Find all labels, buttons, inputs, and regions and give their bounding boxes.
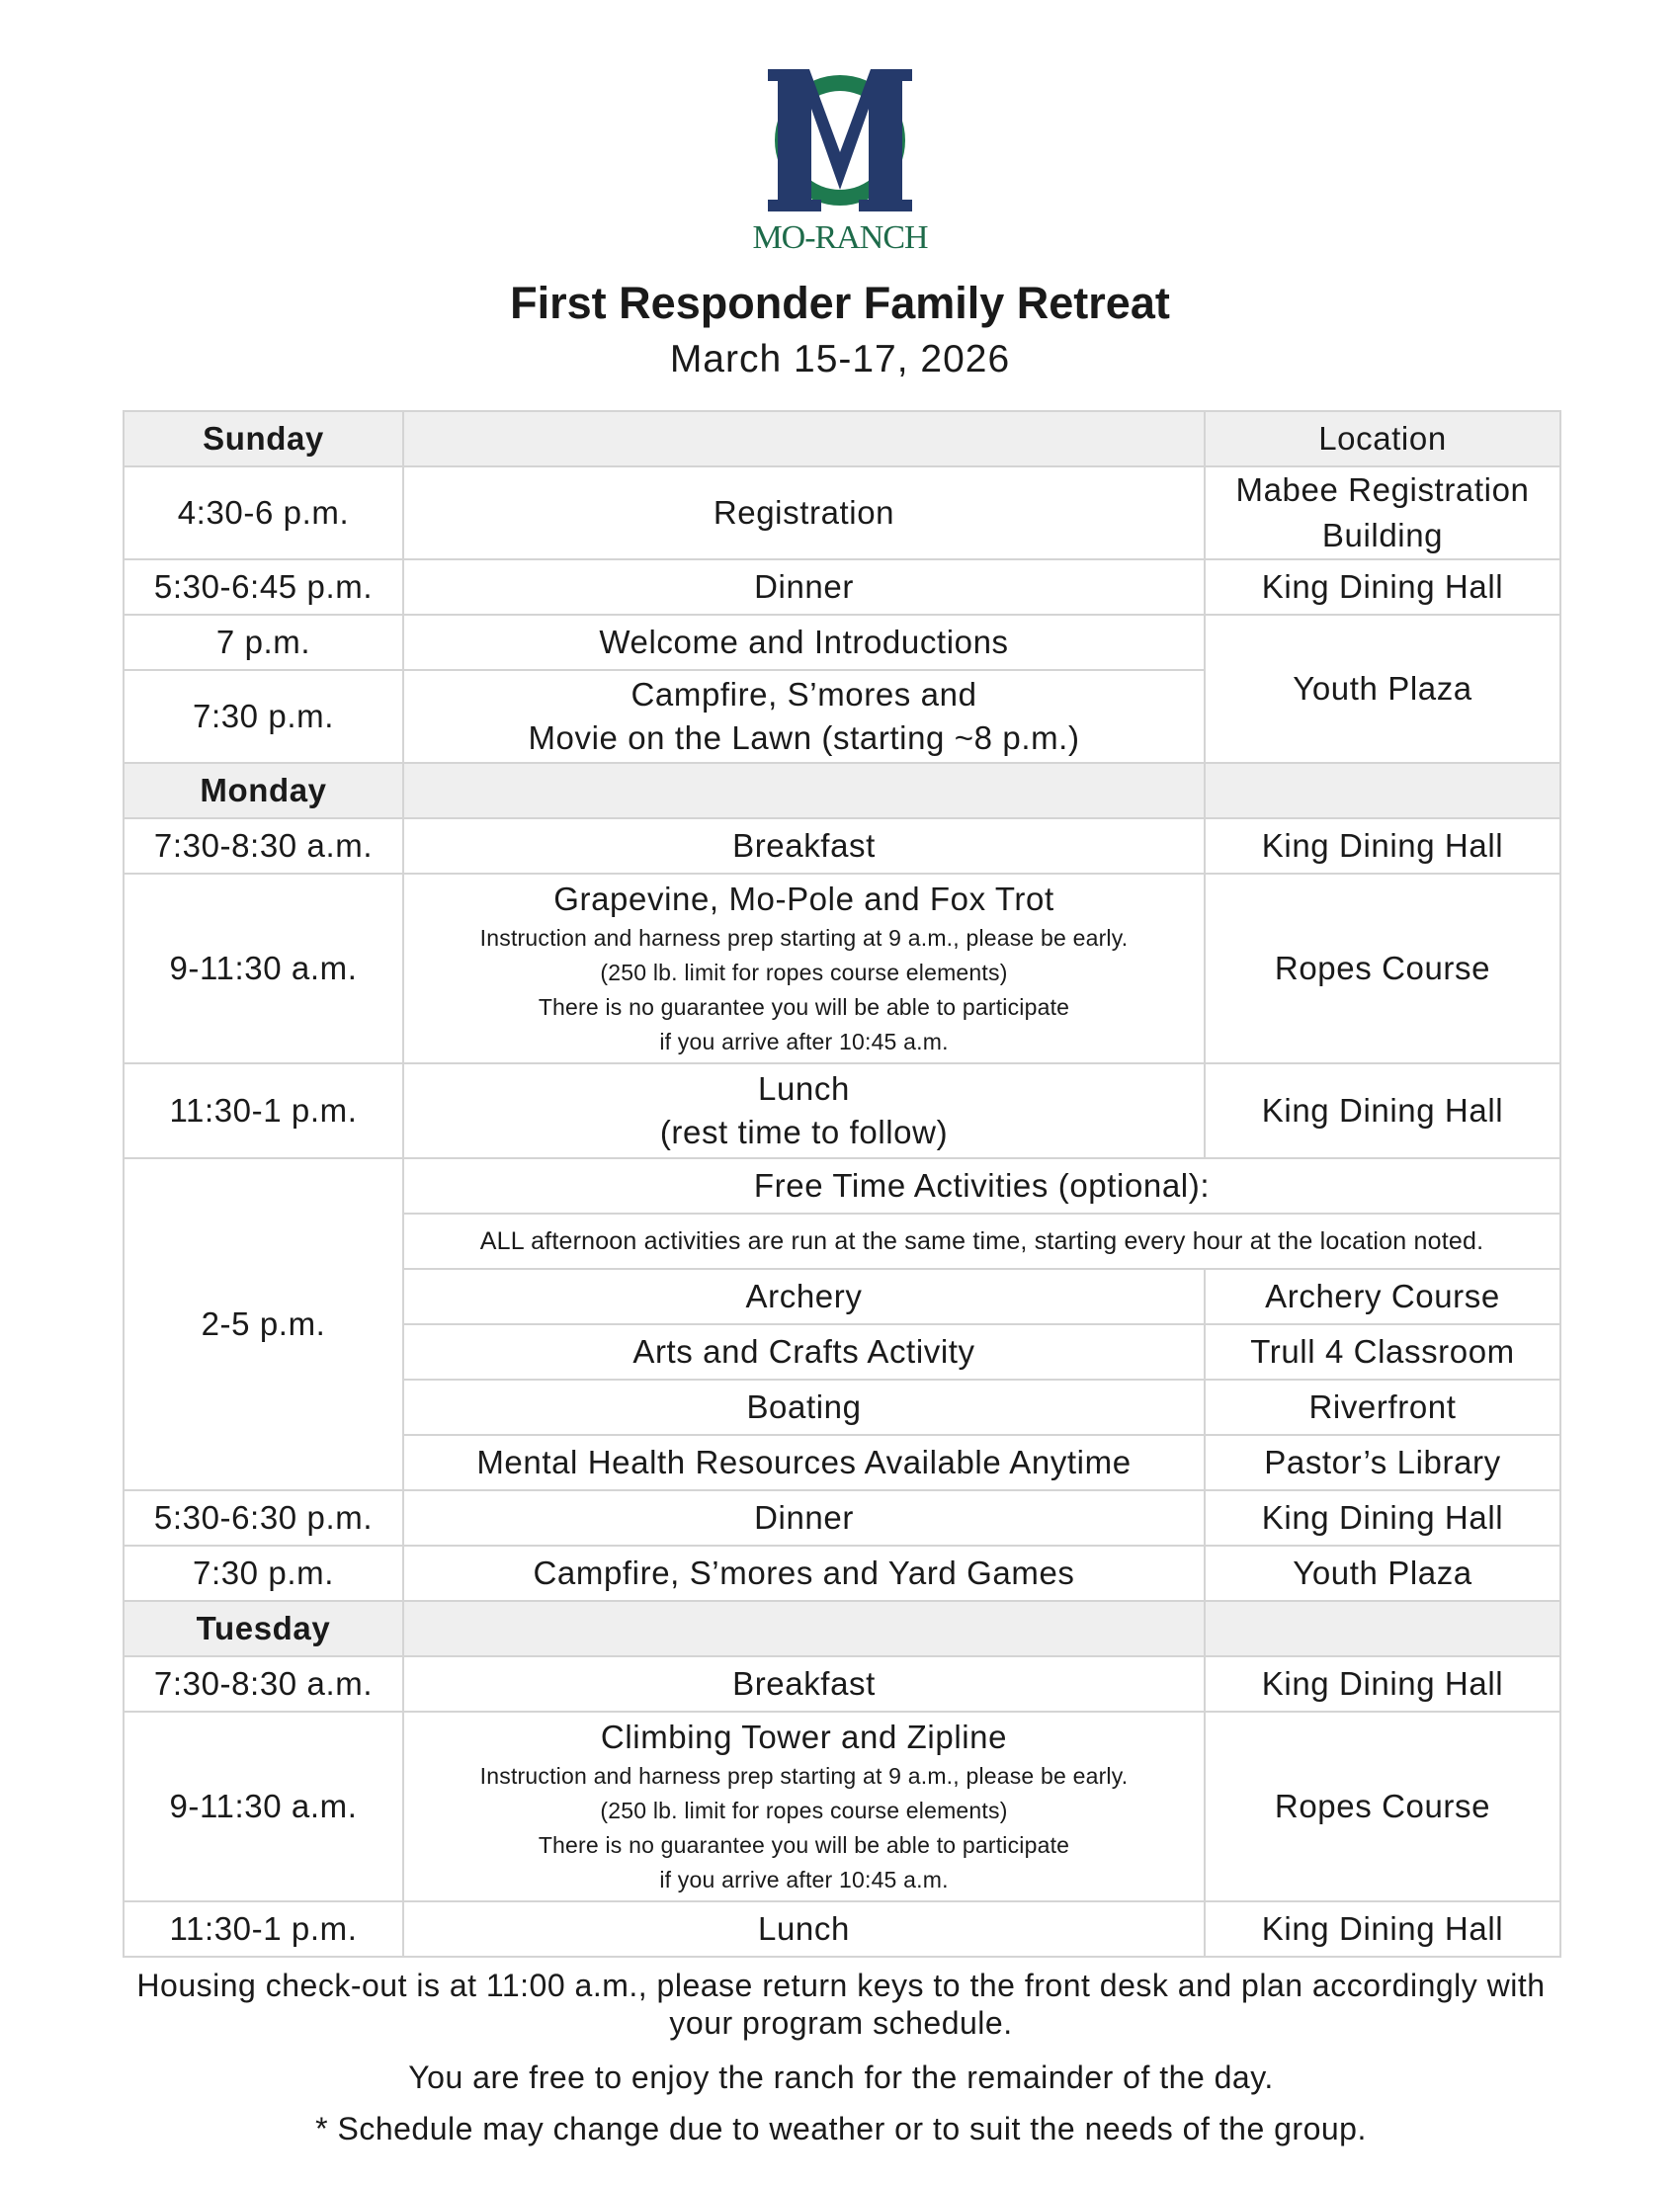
activity-note: There is no guarantee you will be able to participate [538,1832,1070,1858]
mo-ranch-m-icon [756,61,924,219]
location-cell: Youth Plaza [1205,1546,1560,1601]
free-time-heading: Free Time Activities (optional): [403,1158,1560,1214]
location-cell: Archery Course [1205,1269,1560,1324]
time-cell: 7 p.m. [124,615,403,670]
table-row [124,1158,1560,1214]
table-row [124,1490,1560,1546]
location-cell: King Dining Hall [1205,1901,1560,1957]
activity-cell: Arts and Crafts Activity [403,1324,1205,1380]
location-cell: King Dining Hall [1205,1063,1560,1158]
time-cell: 9-11:30 a.m. [124,874,403,1063]
activity-line: (rest time to follow) [659,1114,949,1150]
logo-wordmark: MO-RANCH [752,219,928,256]
activity-cell: Lunch [403,1901,1205,1957]
activity-line: Movie on the Lawn (starting ~8 p.m.) [528,719,1080,756]
day-header-row [124,1601,1560,1656]
day-label: Sunday [124,411,403,466]
event-dates: March 15-17, 2026 [669,338,1011,380]
mo-ranch-logo [731,61,949,259]
table-row [124,1656,1560,1712]
activity-note: There is no guarantee you will be able to participate [538,994,1070,1020]
day-label: Monday [124,763,403,818]
activity-title: Grapevine, Mo-Pole and Fox Trot [553,881,1054,917]
empty-cell [403,411,1205,466]
day-header-row [124,763,1560,818]
activity-cell: Breakfast [403,1656,1205,1712]
location-cell: King Dining Hall [1205,818,1560,874]
table-row [124,1901,1560,1957]
activity-cell: Archery [403,1269,1205,1324]
activity-note: Instruction and harness prep starting at 9 a.m., please be early. [479,1763,1129,1789]
location-cell: Pastor’s Library [1205,1435,1560,1490]
time-cell: 4:30-6 p.m. [124,466,403,559]
activity-cell: Breakfast [403,818,1205,874]
activity-cell [403,874,1205,1063]
activity-note: if you arrive after 10:45 a.m. [659,1867,949,1892]
disclaimer-note: * Schedule may change due to weather or to suit the needs of the group. [315,2111,1367,2146]
location-cell: Youth Plaza [1205,615,1560,763]
table-row [124,466,1560,559]
free-time-note: ALL afternoon activities are run at the same time, starting every hour at the location noted. [403,1214,1560,1269]
location-cell: Ropes Course [1205,874,1560,1063]
time-cell: 7:30-8:30 a.m. [124,818,403,874]
activity-cell: Dinner [403,1490,1205,1546]
activity-note: if you arrive after 10:45 a.m. [659,1029,949,1054]
page-title: First Responder Family Retreat [510,278,1170,328]
activity-note: (250 lb. limit for ropes course elements) [600,1798,1008,1823]
empty-cell [403,1601,1205,1656]
activity-cell [403,670,1205,763]
activity-cell: Registration [403,466,1205,559]
location-cell: King Dining Hall [1205,1490,1560,1546]
location-cell: Mabee Registration Building [1205,466,1560,559]
checkout-note: Housing check-out is at 11:00 a.m., please return keys to the front desk and plan accordingly with your program schedule. [136,1968,1546,2041]
table-row [124,1712,1560,1901]
time-cell: 5:30-6:30 p.m. [124,1490,403,1546]
time-cell: 7:30 p.m. [124,670,403,763]
time-cell: 2-5 p.m. [124,1158,403,1490]
activity-cell: Welcome and Introductions [403,615,1205,670]
location-cell: Trull 4 Classroom [1205,1324,1560,1380]
table-row [124,1546,1560,1601]
activity-cell: Dinner [403,559,1205,615]
table-row [124,874,1560,1063]
activity-line: Campfire, S’mores and [630,676,977,713]
activity-note: (250 lb. limit for ropes course elements) [600,960,1008,985]
time-cell: 9-11:30 a.m. [124,1712,403,1901]
activity-cell [403,1063,1205,1158]
location-cell: King Dining Hall [1205,559,1560,615]
schedule-table [123,410,1561,1958]
empty-cell [1205,763,1560,818]
activity-title: Climbing Tower and Zipline [600,1719,1008,1755]
location-cell: King Dining Hall [1205,1656,1560,1712]
activity-cell: Mental Health Resources Available Anytime [403,1435,1205,1490]
time-cell: 5:30-6:45 p.m. [124,559,403,615]
activity-cell: Boating [403,1380,1205,1435]
location-cell: Ropes Course [1205,1712,1560,1901]
activity-note: Instruction and harness prep starting at 9 a.m., please be early. [479,925,1129,951]
enjoy-note: You are free to enjoy the ranch for the remainder of the day. [408,2059,1274,2095]
time-cell: 7:30 p.m. [124,1546,403,1601]
empty-cell [403,763,1205,818]
location-header: Location [1205,411,1560,466]
time-cell: 7:30-8:30 a.m. [124,1656,403,1712]
activity-cell [403,1712,1205,1901]
time-cell: 11:30-1 p.m. [124,1063,403,1158]
day-header-row [124,411,1560,466]
time-cell: 11:30-1 p.m. [124,1901,403,1957]
activity-line: Lunch [758,1070,850,1107]
table-row [124,1063,1560,1158]
location-cell: Riverfront [1205,1380,1560,1435]
table-row [124,615,1560,670]
day-label: Tuesday [124,1601,403,1656]
empty-cell [1205,1601,1560,1656]
activity-cell: Campfire, S’mores and Yard Games [403,1546,1205,1601]
table-row [124,818,1560,874]
table-row [124,559,1560,615]
